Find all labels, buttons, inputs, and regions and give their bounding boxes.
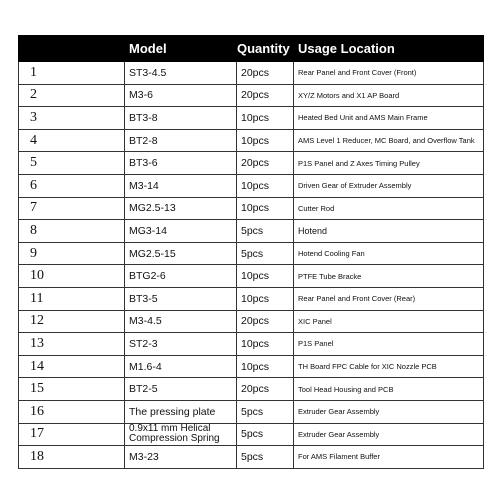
row-model: M1.6-4: [125, 355, 237, 378]
table-row: [19, 265, 484, 288]
header-number: [19, 36, 125, 62]
row-usage-location: Extruder Gear Assembly: [294, 423, 484, 446]
header-model: Model: [125, 36, 237, 62]
table-row: [19, 62, 484, 85]
row-quantity: 20pcs: [237, 378, 294, 401]
table-row: [19, 129, 484, 152]
row-usage-location: Rear Panel and Front Cover (Front): [294, 62, 484, 85]
row-quantity: 5pcs: [237, 400, 294, 423]
parts-table: [18, 35, 484, 469]
row-usage-location: Extruder Gear Assembly: [294, 400, 484, 423]
header-usage-location: Usage Location: [294, 36, 484, 62]
row-number: 8: [19, 220, 125, 243]
table-row: [19, 220, 484, 243]
table-row: [19, 400, 484, 423]
row-usage-location: TH Board FPC Cable for XIC Nozzle PCB: [294, 355, 484, 378]
row-number: 5: [19, 152, 125, 175]
row-model: The pressing plate: [125, 400, 237, 423]
row-quantity: 5pcs: [237, 220, 294, 243]
parts-list-sheet: [18, 35, 484, 469]
header-quantity: Quantity: [237, 36, 294, 62]
row-model: BT2-8: [125, 129, 237, 152]
row-quantity: 20pcs: [237, 310, 294, 333]
row-model: BT3-5: [125, 287, 237, 310]
row-model: M3-14: [125, 174, 237, 197]
row-usage-location: Driven Gear of Extruder Assembly: [294, 174, 484, 197]
row-model: M3-4.5: [125, 310, 237, 333]
row-number: 16: [19, 400, 125, 423]
row-quantity: 10pcs: [237, 333, 294, 356]
row-quantity: 20pcs: [237, 84, 294, 107]
row-usage-location: Cutter Rod: [294, 197, 484, 220]
row-quantity: 10pcs: [237, 265, 294, 288]
row-quantity: 20pcs: [237, 62, 294, 85]
row-number: 12: [19, 310, 125, 333]
row-usage-location: Hotend: [294, 220, 484, 243]
row-number: 3: [19, 107, 125, 130]
row-usage-location: Hotend Cooling Fan: [294, 242, 484, 265]
row-quantity: 10pcs: [237, 107, 294, 130]
row-usage-location: Tool Head Housing and PCB: [294, 378, 484, 401]
row-usage-location: P1S Panel and Z Axes Timing Pulley: [294, 152, 484, 175]
table-row: [19, 355, 484, 378]
row-model: BT2-5: [125, 378, 237, 401]
row-usage-location: AMS Level 1 Reducer, MC Board, and Overflow Tank: [294, 129, 484, 152]
table-row: [19, 107, 484, 130]
row-number: 13: [19, 333, 125, 356]
row-model: ST3-4.5: [125, 62, 237, 85]
table-row: [19, 84, 484, 107]
table-row: [19, 378, 484, 401]
table-row: [19, 287, 484, 310]
header-row: [19, 36, 484, 62]
table-row: [19, 174, 484, 197]
row-quantity: 5pcs: [237, 242, 294, 265]
row-usage-location: PTFE Tube Bracke: [294, 265, 484, 288]
row-model: MG3-14: [125, 220, 237, 243]
row-usage-location: Rear Panel and Front Cover (Rear): [294, 287, 484, 310]
row-usage-location: P1S Panel: [294, 333, 484, 356]
table-row: [19, 333, 484, 356]
table-row: [19, 197, 484, 220]
row-number: 2: [19, 84, 125, 107]
row-number: 11: [19, 287, 125, 310]
row-number: 17: [19, 423, 125, 446]
row-model: BT3-6: [125, 152, 237, 175]
row-usage-location: For AMS Filament Buffer: [294, 446, 484, 469]
row-quantity: 5pcs: [237, 446, 294, 469]
row-number: 15: [19, 378, 125, 401]
row-number: 18: [19, 446, 125, 469]
table-row: [19, 423, 484, 446]
row-quantity: 10pcs: [237, 287, 294, 310]
table-row: [19, 152, 484, 175]
row-quantity: 10pcs: [237, 174, 294, 197]
row-quantity: 10pcs: [237, 355, 294, 378]
row-number: 10: [19, 265, 125, 288]
row-number: 1: [19, 62, 125, 85]
row-number: 4: [19, 129, 125, 152]
row-model: MG2.5-13: [125, 197, 237, 220]
row-model: MG2.5-15: [125, 242, 237, 265]
row-number: 6: [19, 174, 125, 197]
row-usage-location: Heated Bed Unit and AMS Main Frame: [294, 107, 484, 130]
row-model: ST2-3: [125, 333, 237, 356]
row-usage-location: XIC Panel: [294, 310, 484, 333]
row-usage-location: XY/Z Motors and X1 AP Board: [294, 84, 484, 107]
row-model: 0.9x11 mm Helical Compression Spring: [125, 423, 237, 446]
row-quantity: 10pcs: [237, 129, 294, 152]
table-row: [19, 242, 484, 265]
row-model: BTG2-6: [125, 265, 237, 288]
row-number: 7: [19, 197, 125, 220]
table-row: [19, 446, 484, 469]
row-quantity: 10pcs: [237, 197, 294, 220]
row-quantity: 5pcs: [237, 423, 294, 446]
row-quantity: 20pcs: [237, 152, 294, 175]
row-number: 14: [19, 355, 125, 378]
row-number: 9: [19, 242, 125, 265]
row-model: BT3-8: [125, 107, 237, 130]
table-row: [19, 310, 484, 333]
row-model: M3-23: [125, 446, 237, 469]
row-model: M3-6: [125, 84, 237, 107]
